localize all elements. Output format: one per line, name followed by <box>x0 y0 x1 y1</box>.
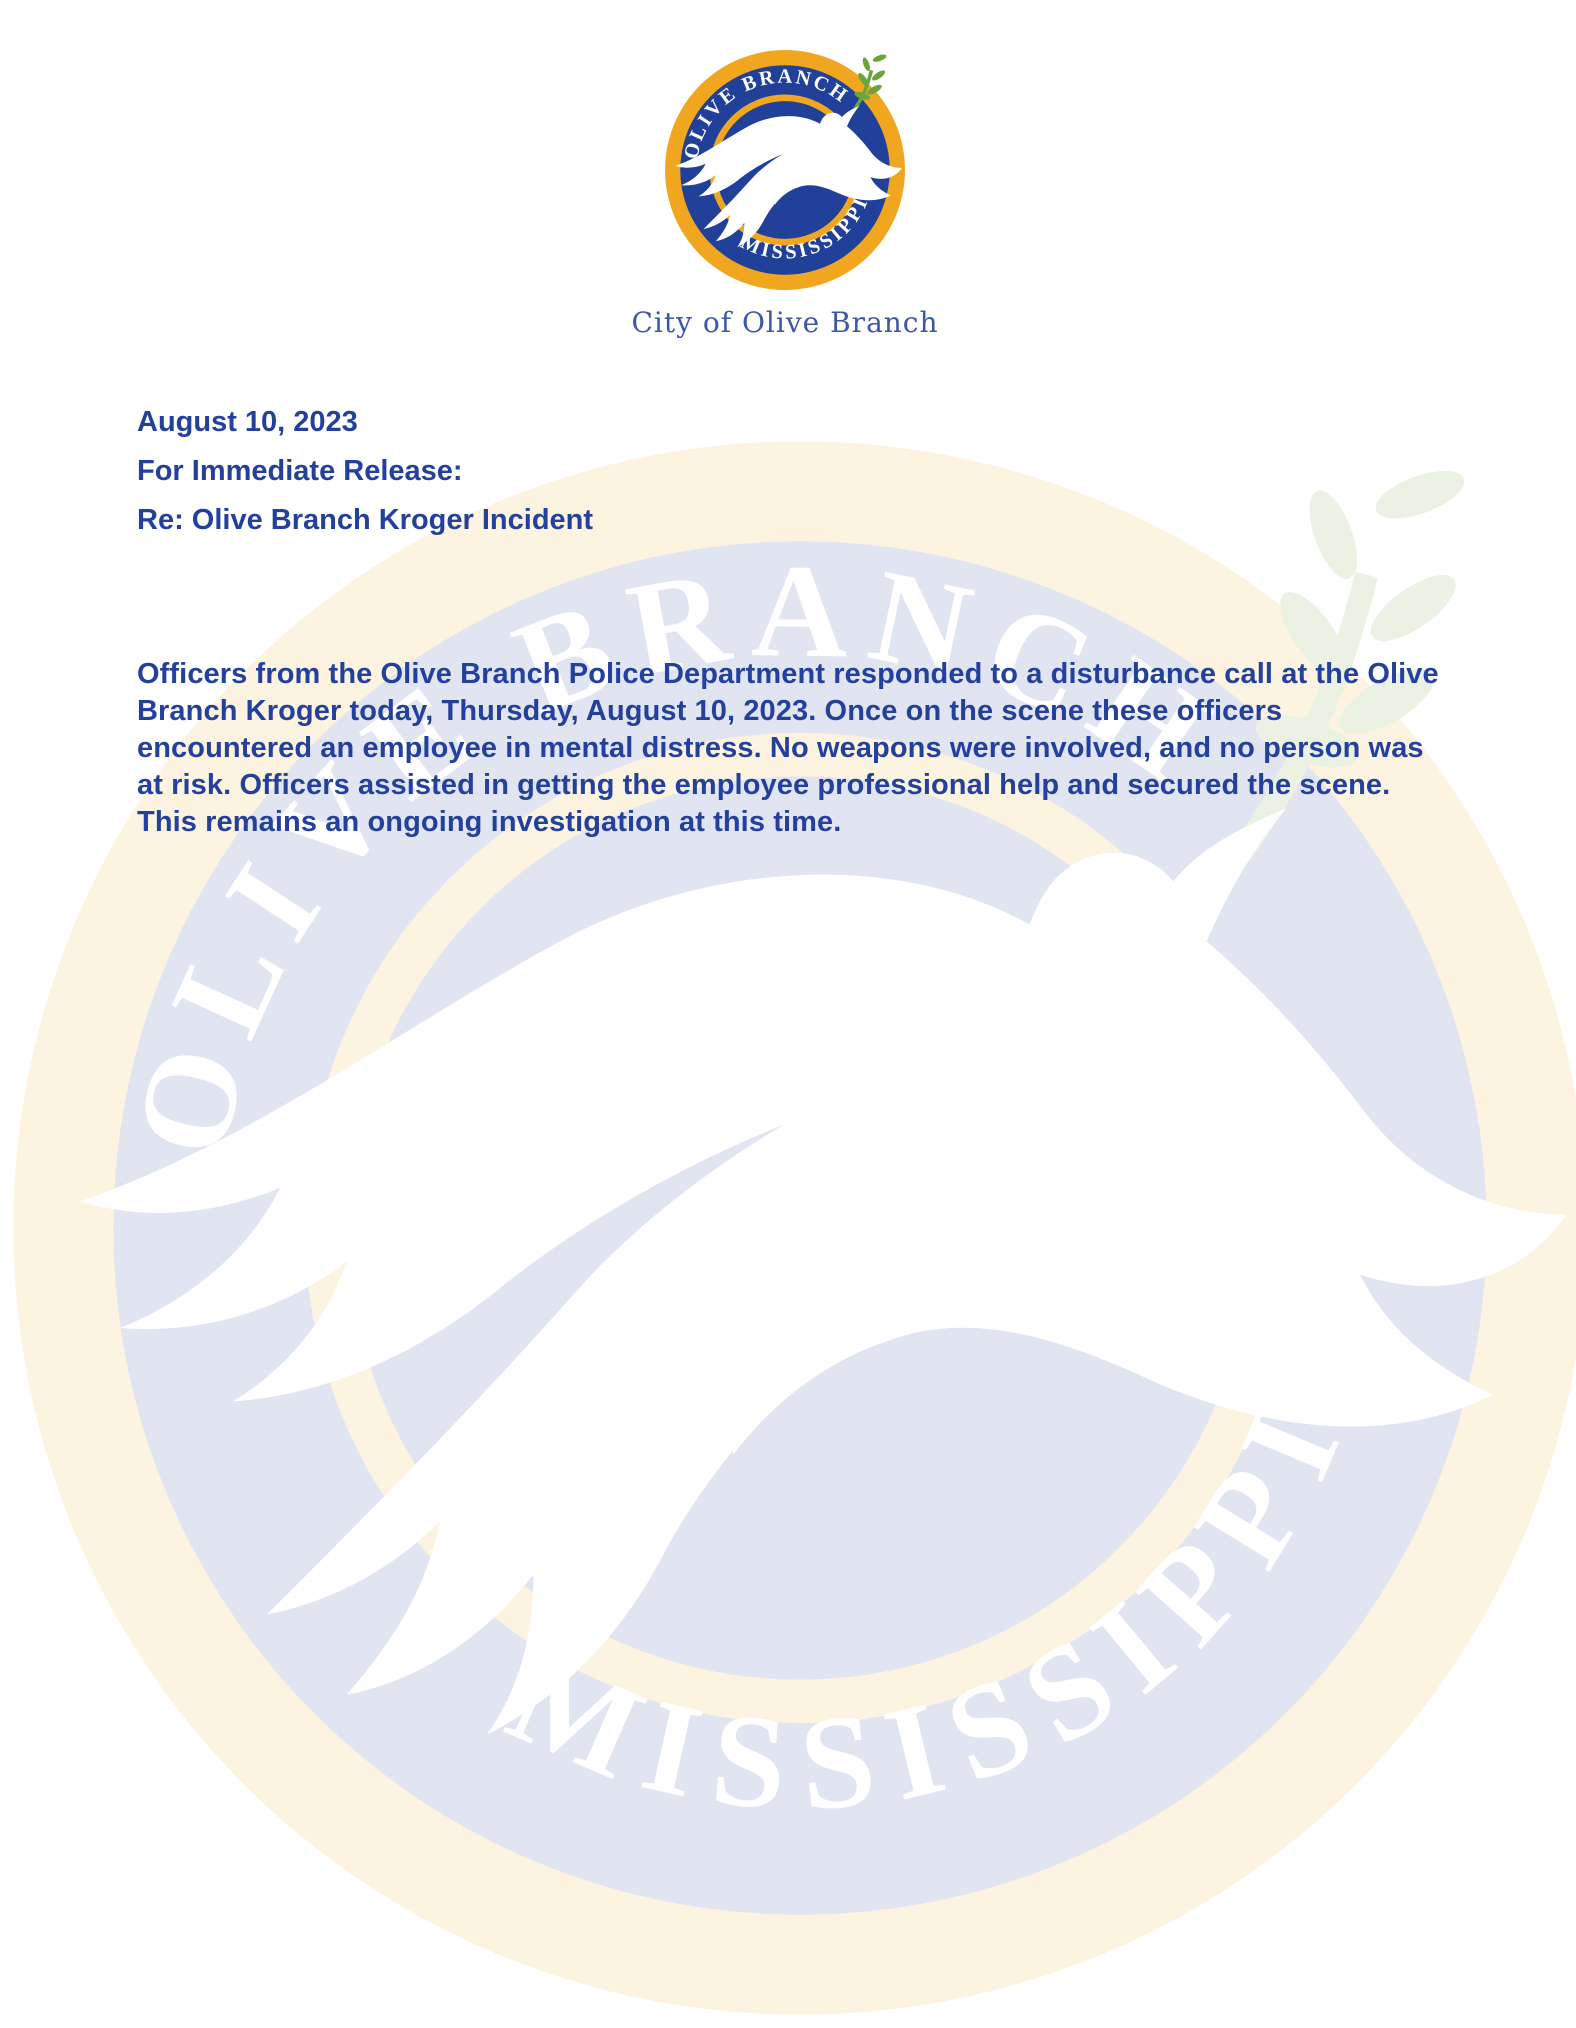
release-subject: Re: Olive Branch Kroger Incident <box>137 504 594 536</box>
release-date: August 10, 2023 <box>137 406 358 438</box>
city-caption: City of Olive Branch <box>631 306 939 339</box>
city-seal-logo <box>663 48 907 292</box>
release-label: For Immediate Release: <box>137 455 463 487</box>
release-meta <box>137 398 593 545</box>
release-body: Officers from the Olive Branch Police Department responded to a disturbance call at the Olive Branch Kroger today, Thursday, August 10, 2023. Once on the scene these officers encountered an employee in mental distress. No weapons were involved, and no person was at risk. Officers assisted in getting the employee professional help and secured the scene. This remains an ongoing investigation at this time. <box>137 658 1439 838</box>
